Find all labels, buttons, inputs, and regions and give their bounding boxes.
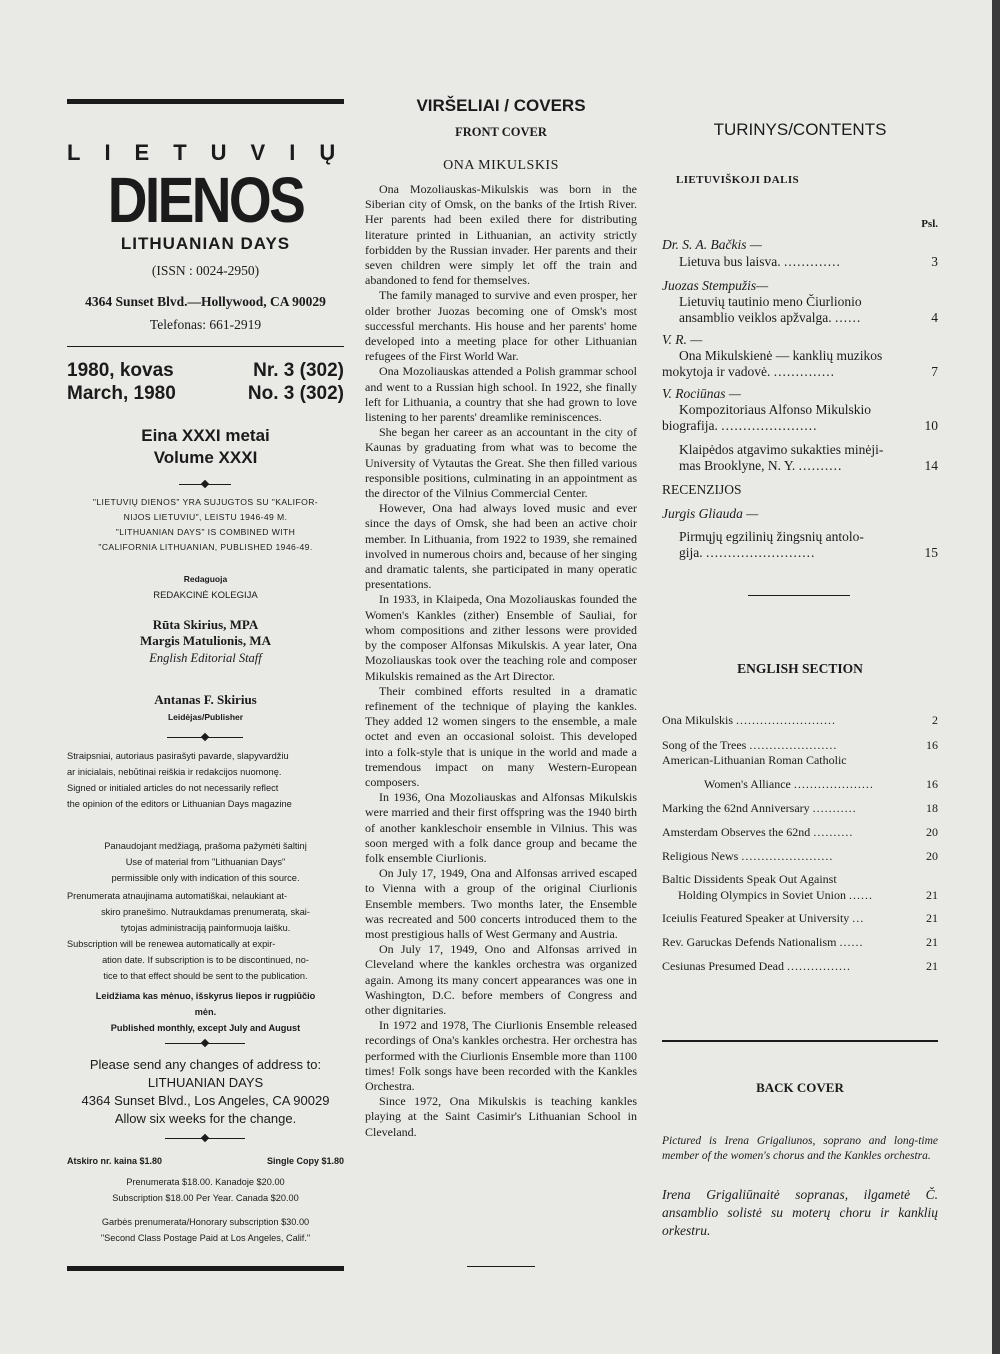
year-lt: Eina XXXI metai [141,426,270,445]
toc-entry[interactable] [662,254,938,270]
year-en: Volume XXXI [153,448,258,467]
article-paragraph: On July 17, 1949, Ona and Alfonsas arrived escaped to Vienna with a group of the original Ciurlionis Ensemble members. Two months later, the Ensemble was recreated and 500 concerts introduced them to the most prestigious halls of West Germany and Austria. [365,866,637,941]
editor-2: Margis Matulionis, MA [139,633,272,648]
toc-title: Religious News [662,849,739,863]
toc-title-line: Baltic Dissidents Speak Out Against [662,872,837,886]
monthly-notice [67,988,344,1036]
article-paragraph: In 1933, in Klaipeda, Ona Mozoliauskas founded the Women's Kankles (zither) Ensemble of Sauliai, for whom compositions and zither lessons were provided by the composer Alfonsas Mikulskis. A year later, Ona Mozoliauskas took over the teaching role and composer Mikulskis remained as the Art Director. [365,592,637,683]
page-edge [992,0,1000,1354]
toc-author: Jurgis Gliauda — [662,506,759,521]
subscription-prices [67,1174,344,1246]
article-paragraph: Ona Mozoliauskas-Mikulskis was born in the Siberian city of Omsk, on the banks of the Irtish River. Her parents had been exiled there for distributing literature printed in Lithuanian, an activity strictly forbidden by the Russian invader. Her parents and their seven children were simply let off the train and abandoned to fend for themselves. [365,182,637,288]
divider [748,595,850,596]
covers-heading: VIRŠELIAI / COVERS [416,96,586,115]
note-line: "LIETUVIŲ DIENOS" YRA SUJUGTOS SU "KALIFOR- [92,497,319,507]
toc-entry[interactable] [662,910,938,926]
issue-date-en: March, 1980 [67,383,176,404]
renew-line: ation date. If subscription is to be discontinued, no- [102,955,309,965]
note-line: "LITHUANIAN DAYS" IS COMBINED WITH [115,527,296,537]
bottom-rule [67,1266,344,1271]
toc-title: mokytoja ir vadovė. [662,364,771,379]
renew-line: skiro pranešimo. Nutraukdamas prenumeratą, skai- [101,907,310,917]
toc-title: Lietuva bus laisva. [679,254,781,269]
issue-number-lt: Nr. 3 (302) [253,360,344,381]
price-line: Garbės prenumerata/Honorary subscription $30.00 [101,1217,310,1227]
toc-title-line: Lietuvių tautinio meno Čiurlionio [679,294,862,309]
note-line: NIJOS LIETUVIU", LEISTU 1946-49 M. [123,512,288,522]
disclaimer-line: Signed or initialed articles do not necessarily reflect [67,783,279,793]
address-change [67,1056,344,1128]
page-label: Psl. [921,218,938,230]
disclaimer-line: ar inicialais, nebūtinai reiškia ir redakcijos nuomonę. [67,767,282,777]
toc-title: Song of the Trees [662,738,747,752]
ornament-divider [179,484,231,485]
toc-entry[interactable] [662,712,938,728]
toc-page: 7 [931,364,938,379]
address: 4364 Sunset Blvd.—Hollywood, CA 90029 [85,294,326,309]
toc-dots: ......................... [706,545,816,560]
toc-title-line: American-Lithuanian Roman Catholic [662,753,847,767]
article-paragraph: Their combined efforts resulted in a dramatic refinement of the technique of playing the kankles. They added 12 women singers to the ensemble, a male octet and even an occasional soloist. This developed into a folk-style that is unique in the world and made a tremendous impact on many Western-European composers. [365,683,637,789]
renewal-notice [67,888,344,984]
toc-page: 20 [926,849,938,863]
issn: (ISSN : 0024-2950) [151,263,260,278]
toc-title-line: Ona Mikulskienė — kanklių muzikos [679,348,883,363]
note-line: "CALIFORNIA LITHUANIAN, PUBLISHED 1946-49. [98,542,313,552]
toc-page: 21 [926,959,938,973]
toc-dots: .............. [773,364,835,379]
wordmark-main: DIENOS [107,164,304,236]
ornament-divider [167,737,243,738]
address-change-line: LITHUANIAN DAYS [147,1075,264,1090]
price-line: Prenumerata $18.00. Kanadoje $20.00 [126,1177,285,1187]
toc-page: 15 [924,545,938,560]
toc-dots: ......................... [736,713,837,727]
toc-title: Cesiunas Presumed Dead [662,959,784,973]
toc-entry[interactable] [662,958,938,974]
article-paragraph: In 1972 and 1978, The Ciurlionis Ensemble released recordings of Ona's kankles orchestra. Her orchestra has performed with the Ciurlionis Ensemble more than 1100 times! Folk songs have been recorded with the Kankles Orchestra. [365,1018,637,1093]
toc-author: Dr. S. A. Bačkis — [662,237,762,252]
wordmark-top: LIETUVIŲ [67,140,360,165]
issue-number-en: No. 3 (302) [247,383,344,404]
toc-title: mas Brooklyne, N. Y. [679,458,796,473]
renew-line: Prenumerata atnaujinama automatiškai, nelaukiant at- [67,891,288,901]
price-lt: Atskiro nr. kaina $1.80 [67,1156,163,1166]
toc-entry[interactable] [662,737,938,753]
toc-page: 21 [926,935,938,949]
toc-title: Rev. Garuckas Defends Nationalism [662,935,837,949]
toc-entry[interactable] [662,364,938,380]
back-cover-caption-lt: Irena Grigaliūnaitė sopranas, ilgametė Č. ansamblio solistė su moterų choru ir kanklių orkestru. [662,1187,938,1238]
price-line: Subscription $18.00 Per Year. Canada $20.00 [112,1193,299,1203]
toc-page: 4 [931,310,938,325]
article-paragraph: Ona Mozoliauskas attended a Polish grammar school and went to a Russian high school. In 1922, she finally left for Lithuania, a country that she had grown to love listening to her parents' dreamlike reminiscences. [365,364,637,425]
reviews-label: RECENZIJOS [662,482,742,497]
toc-dots: ....................... [741,849,834,863]
toc-title: biografija. [662,418,718,433]
toc-title: Amsterdam Observes the 62nd [662,825,811,839]
disclaimer [67,748,344,812]
price-en: Single Copy $1.80 [266,1156,344,1166]
toc-page: 18 [926,801,938,815]
wordmark-sub: LITHUANIAN DAYS [120,234,291,253]
toc-dots: ........... [812,801,857,815]
toc-title: Holding Olympics in Soviet Union [678,888,846,902]
toc-entry[interactable] [662,824,938,840]
monthly-line: Published monthly, except July and August [110,1023,301,1033]
disclaimer-line: Straipsniai, autoriaus pasirašyti pavarde, slapyvardžiu [67,751,289,761]
toc-page: 3 [931,254,938,269]
back-cover-caption-en: Pictured is Irena Grigaliunos, soprano and long-time member of the women's chorus and the Kankles orchestra. [662,1135,938,1162]
toc-dots: ...................... [721,418,818,433]
article-end-rule [467,1266,535,1267]
address-change-line: Please send any changes of address to: [89,1057,322,1072]
toc-entry[interactable] [662,545,938,561]
toc-entry[interactable] [662,776,938,792]
toc-page: 21 [926,888,938,902]
toc-entry[interactable] [662,458,938,474]
toc-title: gija. [679,545,703,560]
article-paragraph: The family managed to survive and even prosper, her older brother Juozas becoming one of Omsk's most successful merchants. His house and her parents' home developed into a meeting place for other Lithuanian refugees of the First World War. [365,288,637,364]
editor-role: English Editorial Staff [149,651,262,665]
article-paragraph: She began her career as an accountant in the city of Kaunas by graduating from what was to become the University of Vytautas the Great. She then filled various responsible positions, culminating in an appointment as the director of the Vilnius Commercial Center. [365,425,637,501]
toc-author: V. R. — [662,332,703,347]
toc-title-line: Pirmųjų egzilinių žingsnių antolo- [679,529,864,544]
back-cover-label: BACK COVER [756,1080,844,1095]
toc-page: 20 [926,825,938,839]
toc-title: Ona Mikulskis [662,713,734,727]
toc-page: 16 [926,777,938,791]
contents-heading: TURINYS/CONTENTS [713,120,887,139]
toc-page: 14 [924,458,938,473]
renew-line: Subscription will be renewea automatically at expir- [67,939,276,949]
publisher-name: Antanas F. Skirius [154,692,257,707]
toc-dots: ................ [786,959,851,973]
english-section-label: ENGLISH SECTION [737,661,863,676]
toc-title: Marking the 62nd Anniversary [662,801,810,815]
phone: Telefonas: 661-2919 [149,317,262,332]
article-body [365,182,637,1140]
article-title: ONA MIKULSKIS [443,158,559,173]
use-line: Panaudojant medžiagą, prašoma pažymėti šaltinį [104,841,307,851]
toc-entry[interactable] [662,887,938,903]
article-paragraph: In 1936, Ona Mozoliauskas and Alfonsas Mikulskis were married and their first offspring was the 1940 birth of another kankleschoir ensemble in Vilnius. This was soon merged with a folk dance group and became the folk ensemble Ciurlionis. [365,790,637,865]
front-cover-label: FRONT COVER [455,125,547,139]
article-paragraph: Since 1972, Ona Mikulskis is teaching kankles playing at the Saint Casimir's Lithuanian School in Cleveland. [365,1094,637,1139]
toc-page: 2 [932,713,938,727]
toc-entry[interactable] [662,848,938,864]
toc-dots: .................... [793,777,874,791]
top-rule [67,99,344,104]
use-notice [67,838,344,886]
editorial-board: REDAKCINĖ KOLEGIJA [153,590,258,601]
issue-date-lt: 1980, kovas [67,360,174,381]
monthly-line: Leidžiama kas mėnuo, išskyrus liepos ir rugpiūčio [95,991,316,1001]
toc-dots: ...... [839,935,864,949]
renew-line: tice to that effect should be sent to the publication. [103,971,308,981]
article-paragraph: However, Ona had always loved music and ever since the days of Omsk, she had been an active choir member. In Lithuania, from 1922 to 1939, she remained involved in numerous choirs and, because of her singing and dramatic talents, she participated in many operatic presentations. [365,501,637,592]
disclaimer-line: the opinion of the editors or Lithuanian Days magazine [67,799,292,809]
toc-title: Iceiulis Featured Speaker at University [662,911,850,925]
ornament-divider [165,1138,245,1139]
article-paragraph: On July 17, 1949, Ono and Alfonsas arrived in Cleveland where the kankles orchestra was organized again. Among its many concert appearances was one in Washington, D.C. before members of Congress and other dignitaries. [365,942,637,1017]
publisher-role: Leidėjas/Publisher [167,712,244,722]
use-line: Use of material from "Lithuanian Days" [125,857,286,867]
toc-dots: ...................... [749,738,838,752]
monthly-line: mėn. [194,1007,217,1017]
toc-title-line: Klaipėdos atgavimo sukakties minėji- [679,442,884,457]
toc-author: V. Rociūnas — [662,386,741,401]
toc-title: ansamblio veiklos apžvalga. [679,310,832,325]
toc-page: 16 [926,738,938,752]
price-line: "Second Class Postage Paid at Los Angeles, Calif." [100,1233,311,1243]
divider [67,346,344,347]
toc-dots: .......... [813,825,854,839]
toc-dots: .......... [798,458,843,473]
toc-title: Women's Alliance [704,777,791,791]
toc-page: 10 [924,418,938,433]
toc-author: Juozas Stempužis— [662,278,769,293]
toc-title-line: Kompozitoriaus Alfonso Mikulskio [679,402,871,417]
toc-dots: ...... [834,310,862,325]
toc-entry[interactable] [662,310,938,326]
ornament-divider [165,1043,245,1044]
toc-entry[interactable] [662,934,938,950]
editor-1: Rūta Skirius, MPA [152,617,259,632]
toc-page: 21 [926,911,938,925]
toc-dots: ............. [783,254,841,269]
renew-line: tytojas administraciją painformuoja laišku. [120,923,291,933]
divider [662,1040,938,1042]
address-change-line: Allow six weeks for the change. [114,1111,297,1126]
lithuanian-section-label: LIETUVIŠKOJI DALIS [676,174,800,186]
use-line: permissible only with indication of this source. [111,873,300,883]
edited-label: Redaguoja [183,574,228,584]
toc-entry[interactable] [662,800,938,816]
toc-dots: ...... [849,888,873,902]
address-change-line: 4364 Sunset Blvd., Los Angeles, CA 90029 [81,1093,330,1108]
toc-dots: ... [852,911,865,925]
combined-note [67,495,344,555]
toc-entry[interactable] [662,418,938,434]
